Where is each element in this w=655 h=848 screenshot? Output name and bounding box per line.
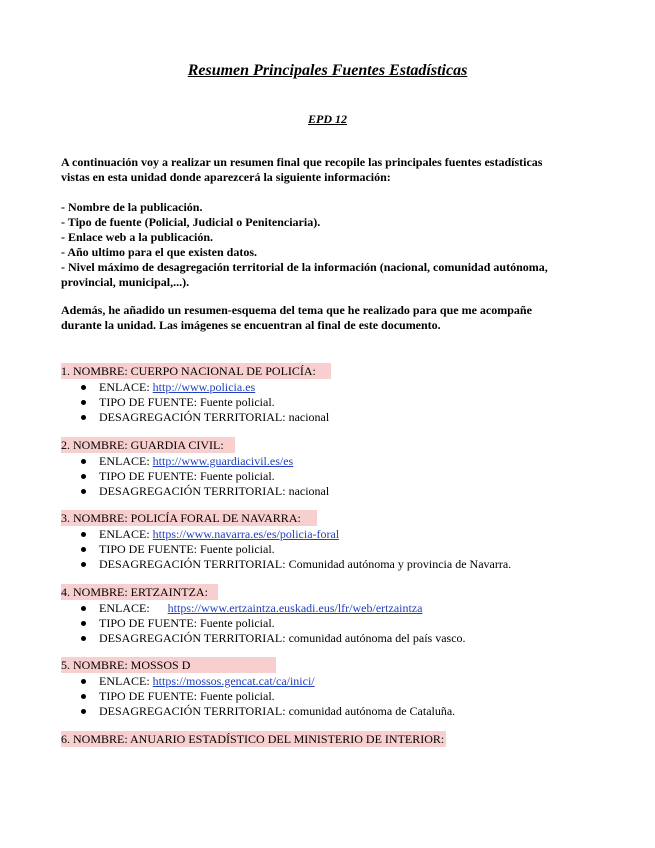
source-title: 4. NOMBRE: ERTZAINTZA: bbox=[61, 584, 218, 600]
source-breakdown-item: DESAGREGACIÓN TERRITORIAL: comunidad autónoma de Cataluña. bbox=[61, 704, 601, 719]
info-list-item: - Año ultimo para el que existen datos. bbox=[61, 245, 258, 259]
extra-paragraph bbox=[61, 303, 591, 333]
document-subtitle: EPD 12 bbox=[308, 112, 347, 126]
source-type-item: TIPO DE FUENTE: Fuente policial. bbox=[61, 616, 601, 631]
source-breakdown-item: DESAGREGACIÓN TERRITORIAL: nacional bbox=[61, 410, 601, 425]
source-type-item: TIPO DE FUENTE: Fuente policial. bbox=[61, 689, 601, 704]
source-breakdown-item: DESAGREGACIÓN TERRITORIAL: nacional bbox=[61, 484, 601, 499]
source-entry bbox=[61, 583, 601, 657]
source-breakdown-item: DESAGREGACIÓN TERRITORIAL: Comunidad autónoma y provincia de Navarra. bbox=[61, 557, 601, 572]
extra-line: Además, he añadido un resumen-esquema del tema que he realizado para que me acompañe bbox=[61, 303, 532, 317]
source-link[interactable]: https://www.ertzaintza.euskadi.eus/lfr/web/ertzaintza bbox=[167, 600, 423, 615]
source-title: 1. NOMBRE: CUERPO NACIONAL DE POLICÍA: bbox=[61, 363, 331, 379]
intro-line: vistas en esta unidad donde aparezcerá la siguiente información: bbox=[61, 170, 391, 184]
info-list-item: - Nombre de la publicación. bbox=[61, 200, 203, 214]
source-link-item: ENLACE: https://www.ertzaintza.euskadi.eus/lfr/web/ertzaintza bbox=[61, 601, 601, 616]
info-list-item: provincial, municipal,...). bbox=[61, 275, 190, 289]
info-list-item: - Nivel máximo de desagregación territorial de la información (nacional, comunidad autónoma, bbox=[61, 260, 548, 274]
source-entry bbox=[61, 509, 601, 583]
info-list-item: - Enlace web a la publicación. bbox=[61, 230, 214, 244]
source-type-item: TIPO DE FUENTE: Fuente policial. bbox=[61, 395, 601, 410]
source-title: 6. NOMBRE: ANUARIO ESTADÍSTICO DEL MINISTERIO DE INTERIOR: bbox=[61, 731, 445, 746]
source-link-item: ENLACE: https://mossos.gencat.cat/ca/inici/ bbox=[61, 674, 601, 689]
source-entry bbox=[61, 730, 601, 804]
source-type-item: TIPO DE FUENTE: Fuente policial. bbox=[61, 469, 601, 484]
extra-line: durante la unidad. Las imágenes se encuentran al final de este documento. bbox=[61, 318, 441, 332]
intro-line: A continuación voy a realizar un resumen final que recopile las principales fuentes estadísticas bbox=[61, 155, 543, 169]
document-title: Resumen Principales Fuentes Estadísticas bbox=[187, 62, 468, 79]
source-link-item: ENLACE: http://www.guardiacivil.es/es bbox=[61, 454, 601, 469]
source-title: 3. NOMBRE: POLICÍA FORAL DE NAVARRA: bbox=[61, 510, 317, 526]
source-link[interactable]: https://www.navarra.es/es/policia-foral bbox=[152, 527, 340, 542]
source-link[interactable]: http://www.guardiacivil.es/es bbox=[152, 453, 294, 468]
source-title: 5. NOMBRE: MOSSOS D bbox=[61, 657, 276, 673]
info-list bbox=[61, 200, 591, 290]
source-breakdown-item: DESAGREGACIÓN TERRITORIAL: comunidad autónoma del país vasco. bbox=[61, 631, 601, 646]
info-list-item: - Tipo de fuente (Policial, Judicial o Penitenciaria). bbox=[61, 215, 321, 229]
source-entry bbox=[61, 436, 601, 510]
source-link-item: ENLACE: http://www.policia.es bbox=[61, 380, 601, 395]
source-type-item: TIPO DE FUENTE: Fuente policial. bbox=[61, 542, 601, 557]
source-link-item: ENLACE: https://www.navarra.es/es/policia-foral bbox=[61, 527, 601, 542]
source-entry bbox=[61, 362, 601, 436]
source-entry bbox=[61, 656, 601, 730]
sources-list bbox=[61, 362, 601, 804]
source-link[interactable]: https://mossos.gencat.cat/ca/inici/ bbox=[152, 674, 315, 689]
intro-paragraph bbox=[61, 155, 591, 185]
source-title: 2. NOMBRE: GUARDIA CIVIL: bbox=[61, 437, 235, 453]
source-link[interactable]: http://www.policia.es bbox=[152, 380, 256, 394]
